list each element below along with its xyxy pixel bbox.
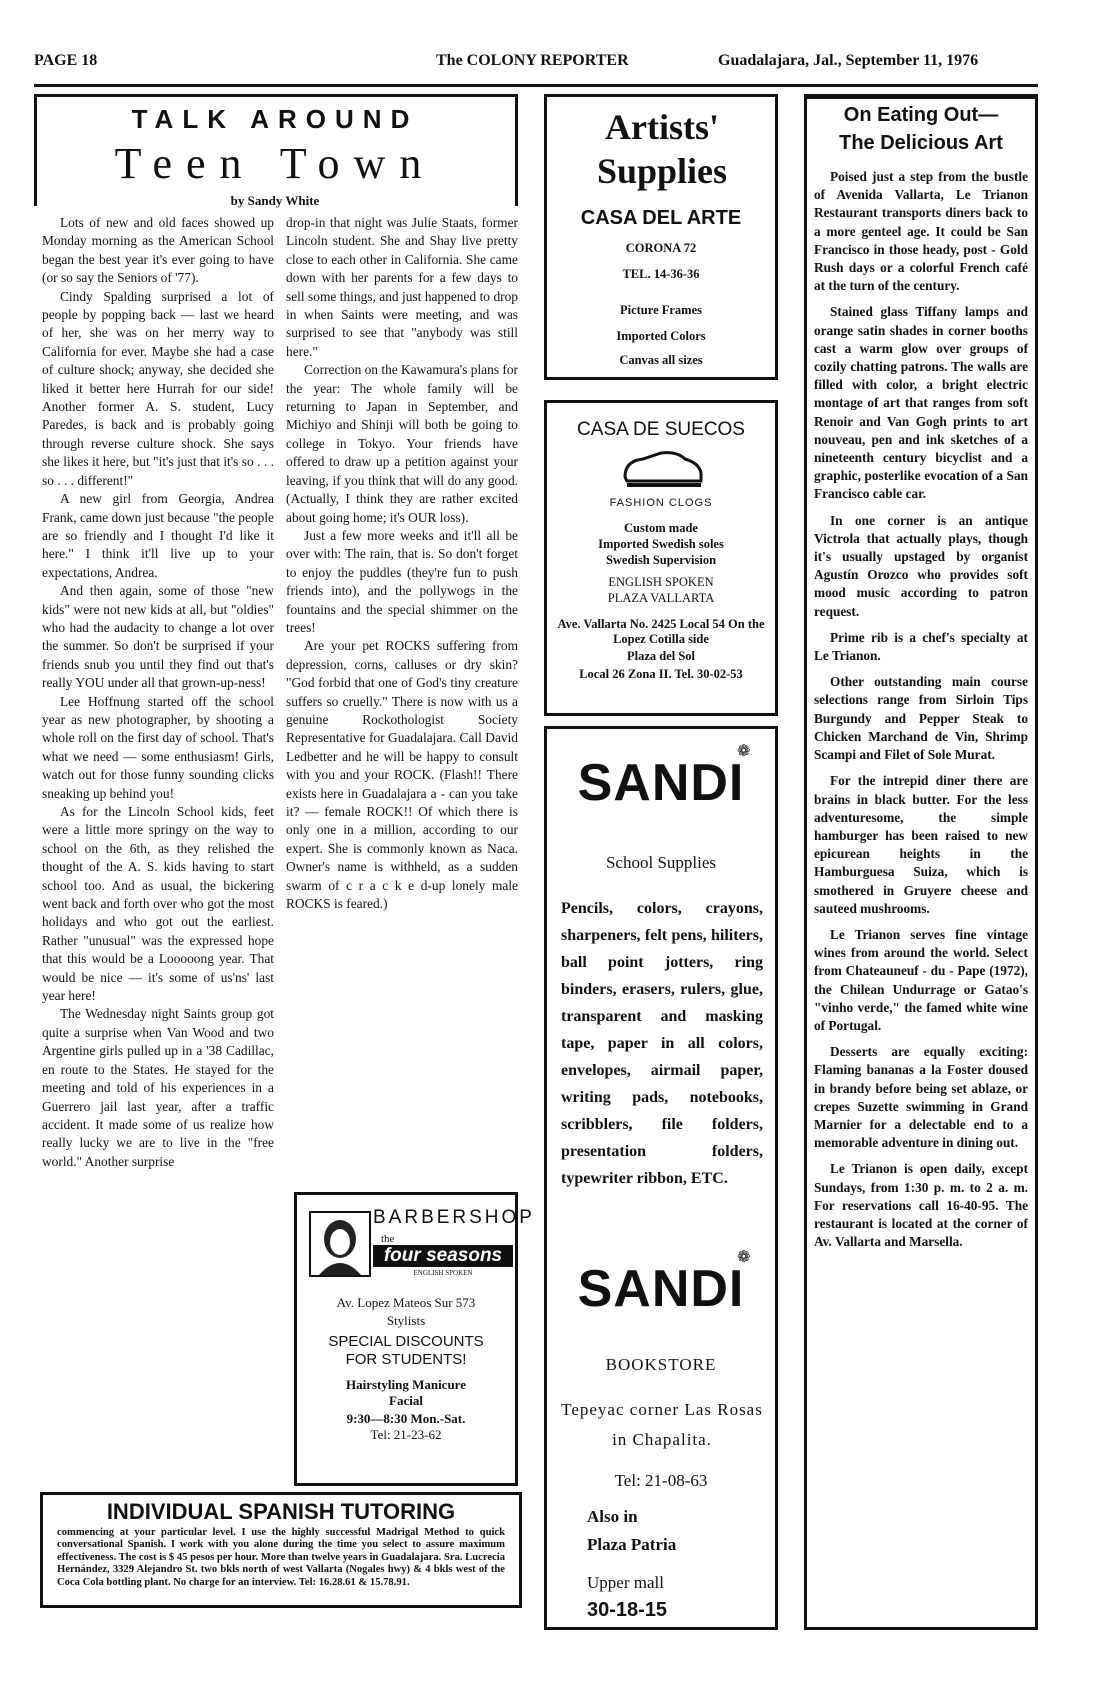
- barber-stylists: Stylists: [386, 1313, 426, 1328]
- suecos-line: Swedish Supervision: [605, 553, 717, 567]
- barber-services: Hairstyling Manicure: [345, 1377, 466, 1392]
- barber-address: Av. Lopez Mateos Sur 573: [336, 1295, 476, 1310]
- suecos-sub: FASHION CLOGS: [609, 497, 713, 509]
- suecos-line: ENGLISH SPOKEN: [608, 575, 714, 589]
- barber-portrait-icon: [309, 1211, 371, 1277]
- barber-english-spoken: ENGLISH SPOKEN: [413, 1269, 473, 1277]
- paragraph: The Wednesday night Saints group got quite a surprise when Van Wood and two Argentine girls pulled up in a '38 Cadillac, en route to the States. He stayed for the meeting and told of his experiences in a Guerrero jail last year, after a traffic accident. It made some of us realize how really lucky we are to live in the "free world." Another surprise: [42, 1006, 274, 1169]
- delicious-art-title: The Delicious Art: [839, 132, 1003, 154]
- artists-item: Canvas all sizes: [619, 353, 703, 367]
- sandi-logo: SANDI: [577, 754, 745, 812]
- paragraph: Desserts are equally exciting: Flaming bananas a la Foster doused in brandy before being set ablaze, or crepes Suzette swimming in Grand Marnier for a delectable end to a memorable adventure in dining out.: [814, 1044, 1028, 1151]
- paragraph: Poised just a step from the bustle of Avenida Vallarta, Le Trianon Restaurant transports diners back to a more genteel age. It could be San Francisco in those heady, post - Gold Rush days or a colorful French café at the turn of the century.: [814, 169, 1028, 294]
- barber-four-seasons-logo: four seasons: [373, 1245, 513, 1267]
- barber-the: the: [381, 1233, 395, 1245]
- artists-item: Imported Colors: [616, 329, 706, 343]
- artists-title: Artists' Supplies: [596, 107, 728, 191]
- sandi-tel: Tel: 21-08-63: [614, 1471, 708, 1490]
- artists-item: Picture Frames: [619, 303, 703, 317]
- eating-out-text: [814, 168, 1028, 1624]
- paragraph: As for the Lincoln School kids, feet were a little more springy on the way to school on the 6th, as they relished the thought of the A. S. kids having to start school too. And as usual, the bickering went back and forth over who got the most holidays and who got out the earliest. Rather "unusual" was the expressed hope that this would be a Looooong year. That would be nice — it's some of us'ns' last year here!: [42, 804, 274, 1004]
- sandi-also: Also in: [587, 1507, 638, 1526]
- paragraph: A new girl from Georgia, Andrea Frank, came down just because "the people are so friendly and I thought I'd like it here." I think it'll live up to your expectations, Andrea.: [42, 491, 274, 580]
- sandi-logo-2: SANDI: [577, 1260, 745, 1318]
- suecos-local: Local 26 Zona II. Tel. 30-02-53: [579, 667, 743, 681]
- talk-column-2: [286, 214, 518, 1170]
- sandi-ad: [544, 726, 778, 1630]
- paragraph: Just a few more weeks and it'll all be over with: The rain, that is. So don't forget to enjoy the puddles (they're fun to push friends into), and the pollywogs in the fountains and the special shimmer on the trees!: [286, 527, 518, 635]
- page-number: PAGE 18: [34, 52, 98, 69]
- paragraph: And then again, some of those "new kids" were not new kids at all, but "oldies" who had the audacity to change a lot over the summer. So don't be surprised if your friends snub you until they find out that's really YOU under all that grown-up-ness!: [42, 583, 274, 691]
- suecos-address: Ave. Vallarta No. 2425 Local 54 On the Lopez Cotilla side: [557, 617, 765, 646]
- paragraph: Le Trianon serves fine vintage wines from around the world. Select from Chateauneuf - du - Pape (1972), the Chilean Undurrage or Gatao's "vinho verde," the famed white wine of Portugal.: [814, 926, 1028, 1033]
- eating-out-title: On Eating Out—: [843, 104, 999, 126]
- sandi-bookstore: BOOKSTORE: [605, 1355, 717, 1374]
- paragraph: For the intrepid diner there are brains in black butter. For the less adventuresome, the simple hamburger has been raised to new epicurean heights in the Hamburguesa Suiza, which is smothered in Gruyere cheese and sauteed mushrooms.: [814, 773, 1028, 916]
- sandi-plaza: Plaza Patria: [587, 1535, 677, 1554]
- paragraph: Le Trianon is open daily, except Sundays, from 1:30 p. m. to 2 a. m. For reservations call 16-40-95. The restaurant is located at the corner of Av. Vallarta and Marsella.: [814, 1161, 1028, 1250]
- clog-icon: [621, 449, 705, 489]
- casa-de-suecos-ad: [544, 400, 778, 716]
- sandi-mall: Upper mall: [587, 1573, 664, 1592]
- masthead-rule: [34, 84, 1038, 87]
- barber-tel: Tel: 21-23-62: [370, 1427, 442, 1442]
- suecos-line: Imported Swedish soles: [598, 537, 724, 551]
- barbershop-name: BARBERSHOP: [373, 1207, 535, 1228]
- casa-del-arte: CASA DEL ARTE: [580, 207, 742, 229]
- suecos-line: PLAZA VALLARTA: [607, 591, 715, 605]
- flower-icon: ❁: [737, 743, 751, 760]
- talk-around-title: TALK AROUND: [131, 104, 419, 134]
- barber-hours: 9:30—8:30 Mon.-Sat.: [346, 1411, 466, 1426]
- paragraph: Lee Hoffnung started off the school year as new photographer, by shooting a whole roll on the first day of school. That's what we need — some enthusiasm! Girls, watch out for those funny sounding clicks sneaking up behind you!: [42, 693, 274, 801]
- paragraph: Other outstanding main course selections range from Sirloin Tips Burgundy and Pepper Steak to Chicken Marchand de Vin, Shrimp Scampi and Filet of Sole Murat.: [814, 674, 1028, 763]
- suecos-line: Custom made: [624, 521, 698, 535]
- paragraph: Lots of new and old faces showed up Monday morning as the American School began the best year it's ever going to have (or so say the Seniors of '77).: [42, 215, 274, 286]
- flower-icon: ❁: [737, 1249, 751, 1266]
- tutoring-title: INDIVIDUAL SPANISH TUTORING: [106, 1499, 456, 1524]
- paragraph: Stained glass Tiffany lamps and orange satin shades in corner booths cast a warm glow over groups of cozily chatting patrons. The walls are filled with color, a bright electric montage of art that ranges from soft Renoir and Van Gogh prints to art nouveau, pen and ink sketches of a nineteenth century bicyclist and a graphic, posterlike evocation of a San Francisco cable car.: [814, 304, 1028, 502]
- paragraph: Are your pet ROCKS suffering from depression, corns, calluses or dry skin? "God forbid that one of God's tiny creature suffers so cruelly." There is now with us a genuine Rockothologist Society Representative for Guadalajara. Call David Ledbetter and he will be happy to consult with you and your ROCK. (Flash!! There exists here in Guadalajara a - can you take it? — female ROCK!! Of which there is only one in a million, according to our expert. She is commonly known as Naca. Owner's name is withheld, as a sudden swarm of c r a c k e d-up lonely male ROCKS is feared.): [286, 638, 518, 912]
- sandi-school-supplies: School Supplies: [605, 853, 717, 872]
- byline: by Sandy White: [230, 193, 320, 208]
- barber-facial: Facial: [389, 1393, 423, 1408]
- suecos-title: CASA DE SUECOS: [577, 419, 745, 440]
- spanish-tutoring-ad: [40, 1492, 522, 1608]
- tutoring-body: commencing at your particular level. I use the highly successful Madrigal Method to quick conversational Spanish. I work with you alone during the time you select to assure maximum effectiveness. The cost is $ 45 pesos per hour. More than twelve years in Guadalajara. Sra. Lucrecia Hernández, 3329 Alejandro St. two bkls north of west Vallarta (Nogales hwy) & 4 bkls west of the Coca Cola bottling plant. No charge for an interview. Tel: 16.28.61 & 15.78.91.: [57, 1527, 505, 1588]
- suecos-plaza: Plaza del Sol: [626, 649, 696, 663]
- artists-street: CORONA 72: [625, 241, 697, 255]
- paragraph: drop-in that night was Julie Staats, former Lincoln student. She and Shay live pretty close to each other in California. She came down with her parents for a few days to sell some things, and just happened to drop in when Saints were meeting, and was surprised to see that "anybody was still here.": [286, 215, 518, 359]
- artists-supplies-ad: [544, 94, 778, 380]
- barber-discounts: SPECIAL DISCOUNTS FOR STUDENTS!: [328, 1333, 484, 1368]
- paragraph: Cindy Spalding surprised a lot of people by popping back — last we heard of her, she was on her merry way to California for ever. Maybe she had a case of culture shock; anyway, she decided she liked it better here Hurrah for our side! Another former A. S. student, Lucy Paredes, is back and is probably going through reverse culture shock. She says she likes it here, but "it's just that it's so . . . so . . . different!": [42, 288, 274, 488]
- talk-column-1: [42, 214, 274, 1489]
- paragraph: In one corner is an antique Victrola that actually plays, though it's usually upstaged by organist Agustín Orozco who provides soft mood music according to patron request.: [814, 512, 1028, 619]
- artists-tel: TEL. 14-36-36: [622, 267, 700, 281]
- sandi-products: Pencils, colors, crayons, sharpeners, felt pens, hiliters, ball point jotters, ring binders, erasers, rulers, glue, transparent and masking tape, paper in all colors, envelopes, airmail paper, writing pads, notebooks, scribblers, file folders, presentation folders, typewriter ribbon, ETC.: [561, 900, 763, 1187]
- barbershop-ad: [294, 1192, 535, 1486]
- masthead: [18, 38, 1038, 78]
- paragraph: Correction on the Kawamura's plans for the year: The whole family will be returning to Japan in September, and Michiyo and Shinji will both be going to college in Tokyo. Your friends have offered to draw up a petition against your leaving, if you think that will do any good. (Actually, I think they are rather excited about going home; it's OUR loss).: [286, 362, 518, 525]
- paragraph: Prime rib is a chef's specialty at Le Trianon.: [814, 629, 1028, 664]
- sandi-phone-2: 30-18-15: [587, 1599, 668, 1621]
- teen-town-title: Teen Town: [114, 139, 436, 188]
- newspaper-name: The COLONY REPORTER: [436, 52, 629, 69]
- sandi-address: Tepeyac corner Las Rosas in Chapalita.: [561, 1400, 763, 1449]
- dateline: Guadalajara, Jal., September 11, 1976: [718, 52, 979, 69]
